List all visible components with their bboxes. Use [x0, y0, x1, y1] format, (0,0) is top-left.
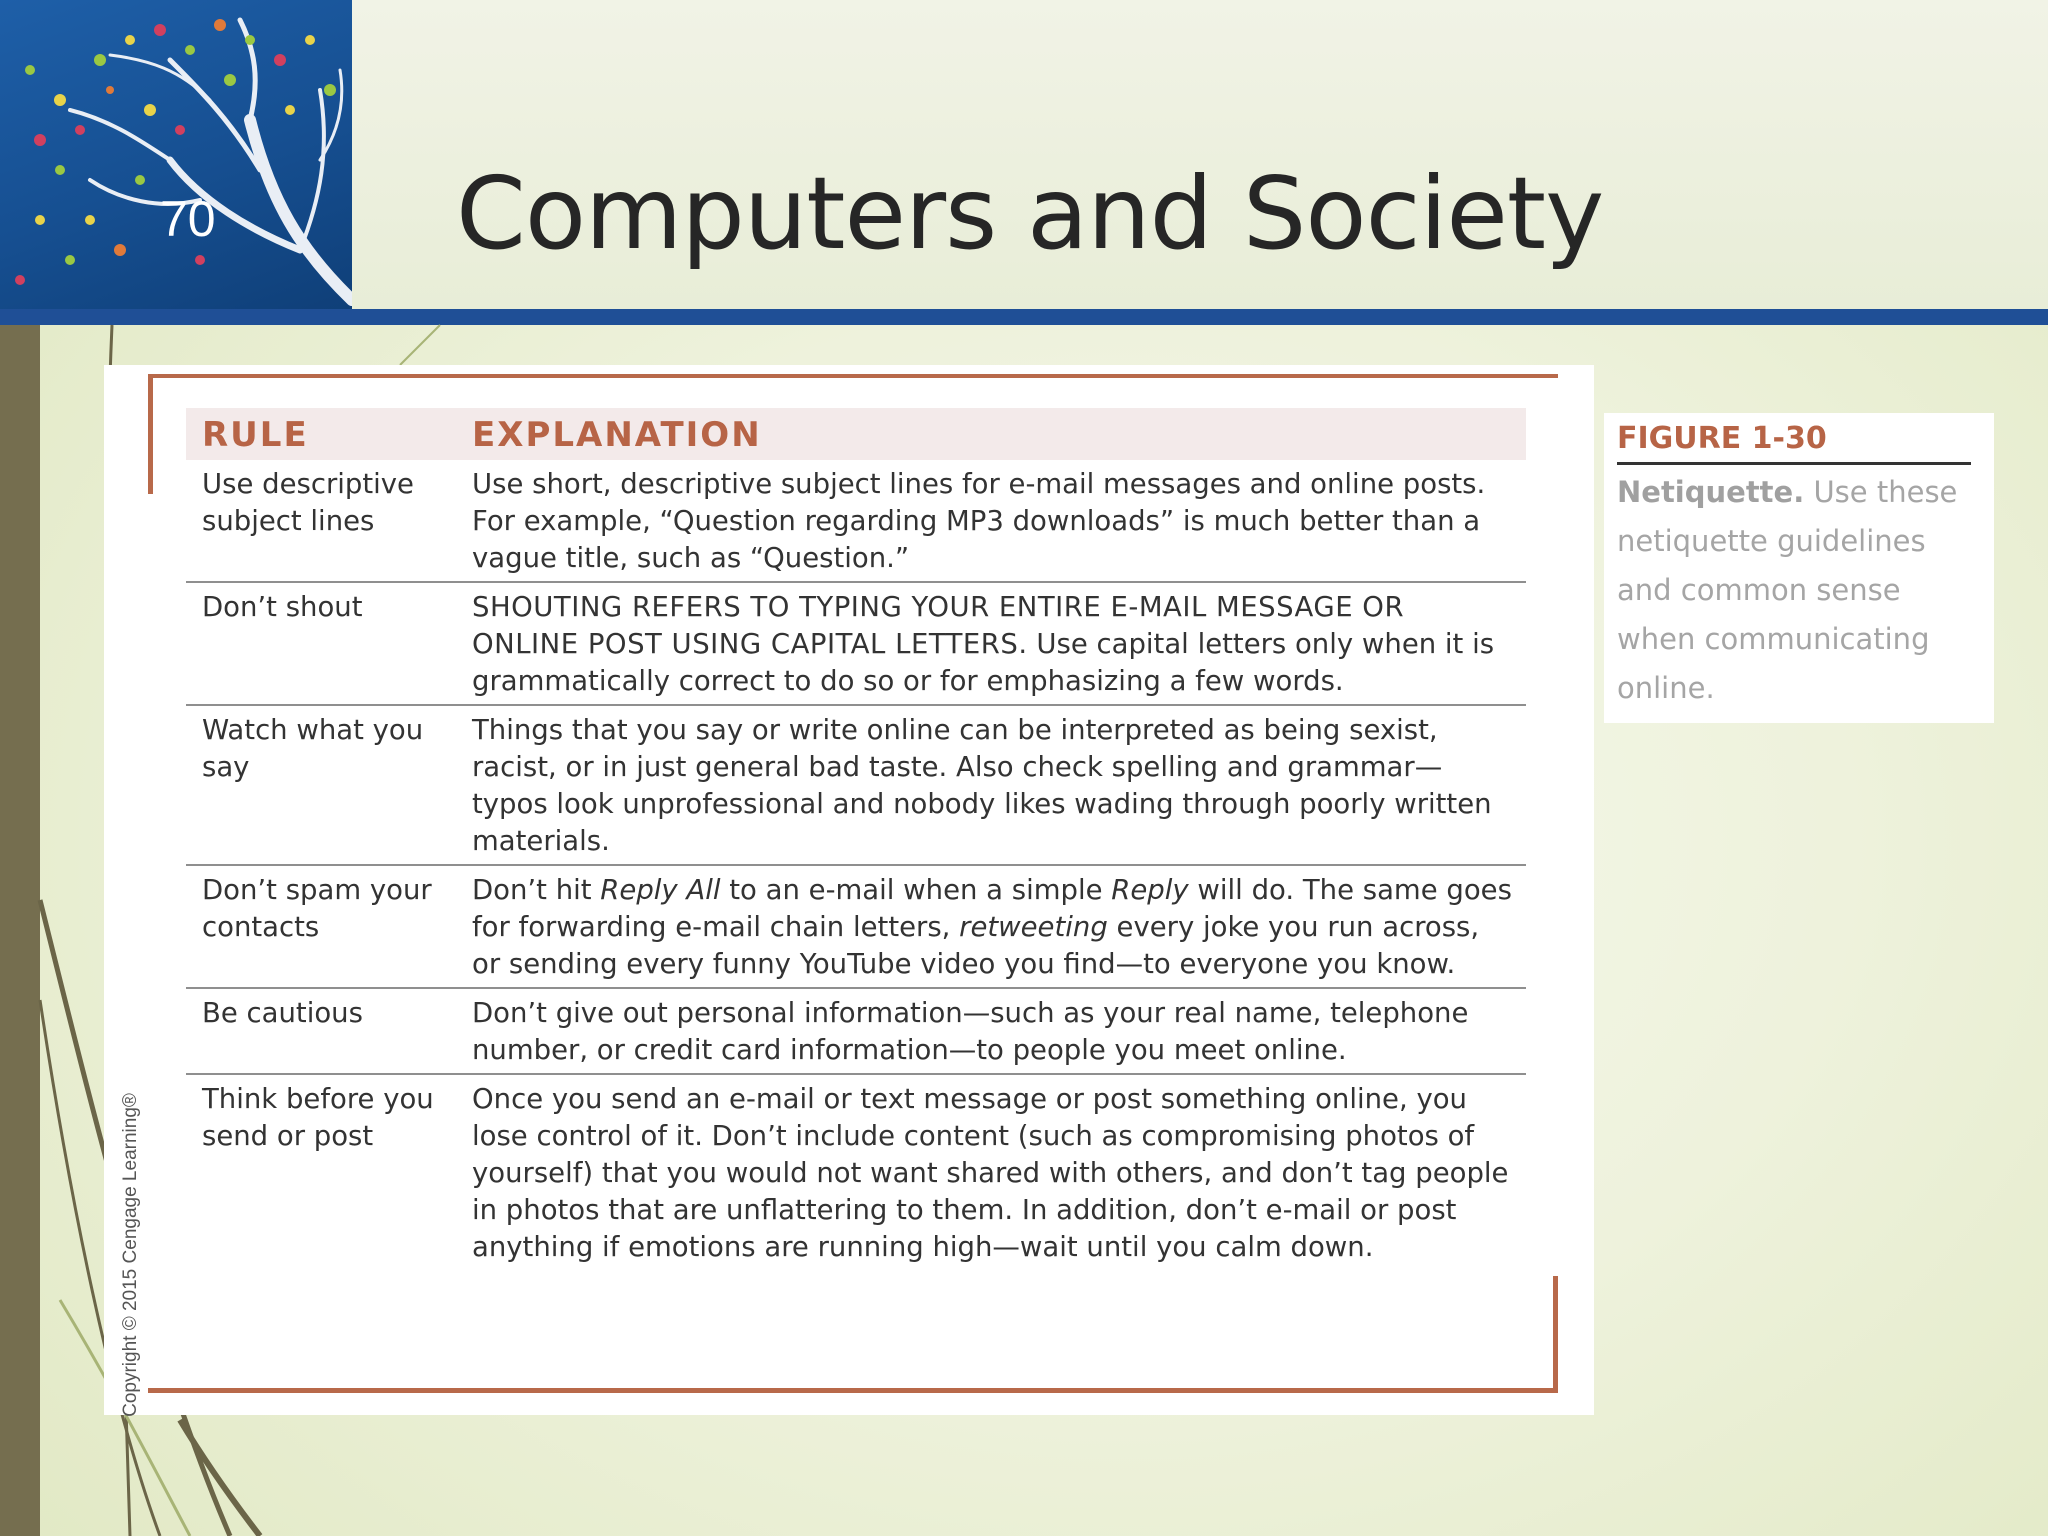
italic-term: Reply [1111, 874, 1189, 906]
table-row [186, 460, 1526, 582]
left-accent-strip [0, 325, 40, 1536]
table-row [186, 582, 1526, 705]
table-row [186, 1074, 1526, 1270]
tree-decoration [0, 0, 352, 310]
explanation-text: every joke you run across, or sending every funny YouTube video you find—to everyone you know. [472, 911, 1480, 980]
frame-top-border [148, 374, 1558, 378]
frame-bottom-border [148, 1388, 1558, 1393]
header-explanation: EXPLANATION [456, 408, 1526, 460]
rule-cell: Watch what you say [186, 705, 456, 865]
explanation-text: will do. The same goes for forwarding e-mail chain letters, [472, 874, 1512, 943]
table-header-row [186, 408, 1526, 460]
slide-title: Computers and Society [456, 155, 1604, 272]
table-row [186, 705, 1526, 865]
rule-cell: Don’t shout [186, 582, 456, 705]
table-row [186, 988, 1526, 1074]
tree-branch-icon [0, 0, 352, 310]
rule-cell: Use descriptive subject lines [186, 460, 456, 582]
explanation-cell: Don’t give out personal information—such as your real name, telephone number, or credit card information—to people you meet online. [456, 988, 1526, 1074]
rule-cell: Be cautious [186, 988, 456, 1074]
explanation-caps-text: SHOUTING REFERS TO TYPING YOUR ENTIRE E-MAIL MESSAGE OR ONLINE POST USING CAPITAL LETTERS. [472, 591, 1405, 660]
copyright-note: Copyright © 2015 Cengage Learning® [120, 1093, 141, 1417]
rule-cell: Don’t spam your contacts [186, 865, 456, 988]
explanation-text: Use capital letters only when it is grammatically correct to do so or for emphasizing a few words. [472, 628, 1495, 697]
caption-body: Use these netiquette guidelines and common sense when communicating online. [1617, 475, 1958, 705]
caption-title: Netiquette. [1617, 475, 1805, 509]
explanation-cell [456, 865, 1526, 988]
netiquette-table [186, 408, 1526, 1270]
explanation-cell: Once you send an e-mail or text message or post something online, you lose control of it. Don’t include content (such as compromising photos of yourself) that you would not want shared with others, and don’t tag people in photos that are unflattering to them. In addition, don’t e-mail or post anything if emotions are running high—wait until you calm down. [472, 1083, 1509, 1263]
explanation-cell: Use short, descriptive subject lines for e-mail messages and online posts. For example, “Question regarding MP3 downloads” is much better than a vague title, such as “Question.” [456, 460, 1526, 582]
frame-right-border [1553, 1276, 1558, 1393]
figure-label: FIGURE 1-30 [1617, 421, 1971, 465]
italic-term: retweeting [959, 911, 1108, 943]
frame-left-border [148, 374, 153, 494]
rule-cell: Think before you send or post [202, 1083, 434, 1152]
explanation-text: Don’t hit [472, 874, 601, 906]
explanation-text: to an e-mail when a simple [720, 874, 1112, 906]
table-row [186, 865, 1526, 988]
header-rule-band [0, 309, 2048, 325]
slide-number: 70 [160, 191, 216, 247]
header-rule: RULE [186, 408, 456, 460]
figure-caption [1617, 468, 1971, 713]
italic-term: Reply All [600, 874, 721, 906]
explanation-cell [456, 582, 1526, 705]
explanation-cell: Things that you say or write online can be interpreted as being sexist, racist, or in just general bad taste. Also check spelling and grammar—typos look unprofessional and nobody likes wading through poorly written materials. [456, 705, 1526, 865]
